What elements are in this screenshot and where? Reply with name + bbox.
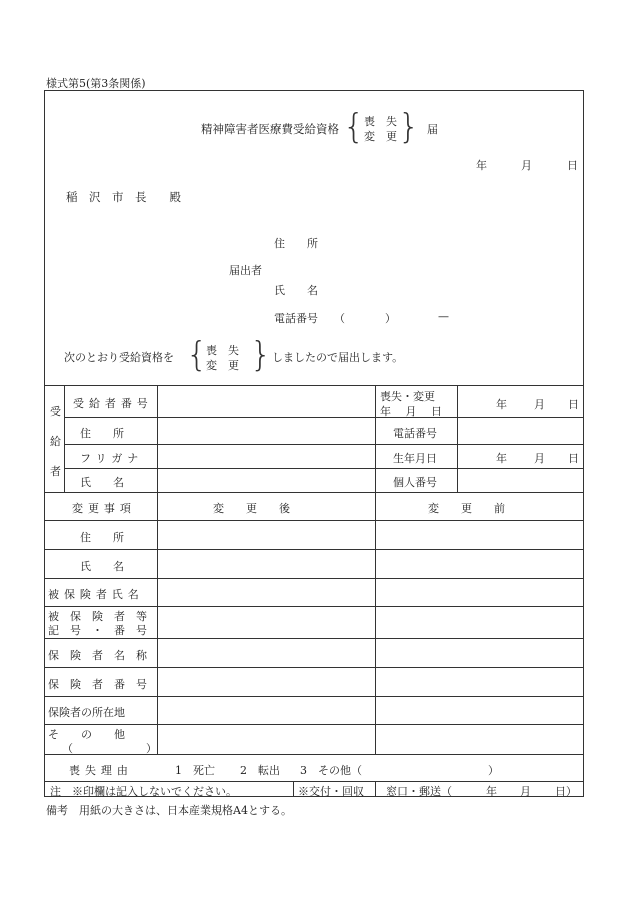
reason-option-death[interactable]: 1 死亡	[175, 764, 215, 777]
phone-area-input[interactable]	[347, 306, 383, 324]
change-insured-code-after-input[interactable]	[158, 607, 374, 637]
right-brace-icon: }	[398, 107, 420, 147]
title-option-change[interactable]: 変 更	[364, 130, 397, 143]
recipient-phone-input[interactable]	[458, 418, 583, 443]
recipient-group-char-1: 受	[50, 405, 61, 418]
vline-note-1	[293, 781, 294, 797]
delivery-day: 日）	[555, 785, 577, 798]
form-title: 精神障害者医療費受給資格	[201, 122, 339, 136]
change-date-label-1: 喪失・変更	[380, 390, 435, 403]
change-row-insurer-location-label: 保険者の所在地	[48, 706, 125, 719]
applicant-phone-label: 電話番号	[274, 312, 318, 325]
reason-other-input[interactable]	[370, 758, 486, 778]
change-insurer-location-after-input[interactable]	[158, 697, 374, 723]
statement-prefix: 次のとおり受給資格を	[64, 351, 174, 364]
phone-open-paren: （	[334, 312, 345, 325]
phone-number-input[interactable]	[452, 306, 512, 324]
recipient-number-label: 受給者番号	[73, 397, 153, 410]
applicant-address-label: 住 所	[274, 237, 318, 250]
recipient-personal-number-input[interactable]	[458, 469, 583, 491]
change-address-before-input[interactable]	[376, 521, 583, 548]
change-insured-name-after-input[interactable]	[158, 579, 374, 605]
change-name-after-input[interactable]	[158, 550, 374, 577]
change-row-other-open-paren: （	[62, 742, 73, 755]
recipient-address-label: 住 所	[80, 427, 124, 440]
recipient-phone-label: 電話番号	[393, 427, 437, 440]
statement-option-loss[interactable]: 喪 失	[206, 344, 239, 357]
reason-option-moveout[interactable]: 2 転出	[240, 764, 280, 777]
birth-month: 月	[534, 452, 545, 465]
line-r14	[44, 781, 584, 782]
recipient-name-label: 氏 名	[80, 476, 124, 489]
vline-mid-upper	[375, 385, 376, 492]
vline-note-2	[375, 781, 376, 797]
change-other-after-input[interactable]	[158, 725, 374, 753]
change-insured-name-before-input[interactable]	[376, 579, 583, 605]
change-date-label-2: 年 月 日	[380, 405, 442, 418]
change-row-other-close-paren: ）	[146, 742, 157, 755]
change-row-address-label: 住 所	[80, 531, 124, 544]
applicant-name-label: 氏 名	[274, 284, 318, 297]
change-insurer-number-before-input[interactable]	[376, 668, 583, 695]
applicant-address-input[interactable]	[325, 230, 570, 250]
change-insurer-location-before-input[interactable]	[376, 697, 583, 723]
reason-label: 喪失理由	[69, 764, 133, 777]
reason-option-other[interactable]: 3 その他（	[300, 764, 362, 777]
title-option-loss[interactable]: 喪 失	[364, 115, 397, 128]
birth-day: 日	[568, 452, 579, 465]
vline-group	[64, 385, 65, 492]
change-name-before-input[interactable]	[376, 550, 583, 577]
recipient-address-input[interactable]	[158, 418, 374, 443]
change-row-insurer-number-label: 保 険 者 番 号	[48, 678, 147, 691]
change-row-insured-code-label-1: 被 保 険 者 等	[48, 610, 147, 623]
change-row-other-label: そ の 他	[48, 728, 125, 741]
recipient-personal-number-label: 個人番号	[393, 476, 437, 489]
statement-left-brace-icon: {	[186, 335, 208, 375]
change-row-name-label: 氏 名	[80, 560, 124, 573]
change-row-insured-name-label: 被保険者氏名	[48, 588, 144, 601]
remarks: 備考 用紙の大きさは、日本産業規格A4とする。	[46, 804, 292, 817]
statement-option-change[interactable]: 変 更	[206, 359, 239, 372]
delivery-month: 月	[520, 785, 531, 798]
change-other-before-input[interactable]	[376, 725, 583, 753]
phone-dash: —	[438, 310, 449, 323]
change-insurer-name-after-input[interactable]	[158, 639, 374, 666]
delivery-year: 年	[486, 785, 497, 798]
date-month-label: 月	[521, 159, 532, 172]
delivery-options: 窓口・郵送（	[386, 785, 452, 798]
change-date-day: 日	[568, 398, 579, 411]
applicant-label: 届出者	[229, 264, 262, 277]
date-day-label: 日	[567, 159, 578, 172]
phone-local-input[interactable]	[398, 306, 436, 324]
recipient-name-input[interactable]	[158, 469, 374, 491]
change-before-header: 変 更 前	[428, 502, 505, 515]
recipient-furigana-input[interactable]	[158, 445, 374, 467]
line-r13	[44, 754, 584, 755]
statement-suffix: しましたので届出します。	[272, 351, 404, 364]
applicant-name-input[interactable]	[325, 277, 570, 297]
recipient-furigana-label: フリガナ	[80, 452, 144, 465]
date-month-input[interactable]	[490, 153, 520, 171]
left-brace-icon: {	[343, 107, 365, 147]
addressee: 稲 沢 市 長 殿	[66, 190, 181, 204]
change-date-year: 年	[496, 398, 507, 411]
date-year-input[interactable]	[440, 153, 474, 171]
change-insurer-name-before-input[interactable]	[376, 639, 583, 666]
phone-close-paren: ）	[385, 312, 396, 325]
form-id: 様式第5(第3条関係)	[46, 77, 146, 90]
recipient-group-char-3: 者	[50, 465, 61, 478]
change-other-item-input[interactable]	[74, 739, 144, 753]
change-insurer-number-after-input[interactable]	[158, 668, 374, 695]
change-item-header: 変更事項	[72, 502, 136, 515]
note-text: 注 ※印欄は記入しないでください。	[50, 785, 237, 798]
recipient-group-char-2: 給	[50, 435, 61, 448]
recipient-number-input[interactable]	[158, 386, 374, 416]
change-insured-code-before-input[interactable]	[376, 607, 583, 637]
change-date-month: 月	[534, 398, 545, 411]
title-suffix: 届	[427, 123, 438, 136]
statement-right-brace-icon: }	[250, 335, 272, 375]
change-row-insured-code-label-2: 記 号 ・ 番 号	[48, 624, 147, 637]
delivery-label: ※交付・回収	[298, 785, 364, 798]
line-r4	[44, 492, 584, 493]
date-day-input[interactable]	[535, 153, 565, 171]
change-address-after-input[interactable]	[158, 521, 374, 548]
recipient-birth-label: 生年月日	[393, 452, 437, 465]
date-year-label: 年	[476, 159, 487, 172]
change-row-insurer-name-label: 保 険 者 名 称	[48, 649, 147, 662]
change-after-header: 変 更 後	[213, 502, 290, 515]
reason-close-paren: ）	[488, 764, 499, 777]
birth-year: 年	[496, 452, 507, 465]
